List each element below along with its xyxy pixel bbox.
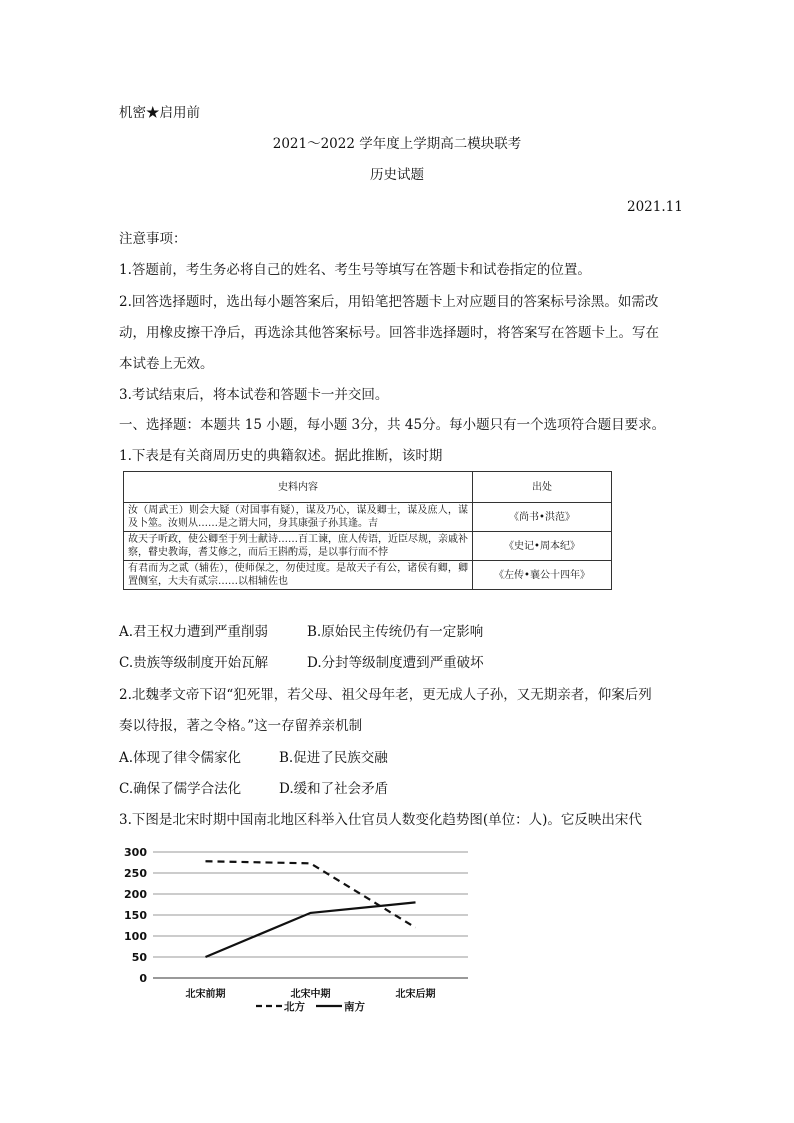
exam-date: 2021.11: [627, 199, 683, 215]
note-2-line-2: 动，用橡皮擦干净后，再选涂其他答案标号。回答非选择题时，将答案写在答题卡上。写在: [119, 325, 659, 341]
q2-option-c: C.确保了儒学合法化: [119, 781, 242, 797]
q2-option-a: A.体现了律令儒家化: [119, 750, 242, 766]
q1-option-d: D.分封等级制度遭到严重破坏: [307, 655, 484, 671]
legend-label: 北方: [284, 1001, 305, 1013]
note-3: 3.考试结束后，将本试卷和答题卡一并交回。: [119, 387, 389, 403]
table-cell-content: 有君而为之贰（辅佐），使师保之，勿使过度。是故天子有公，诸侯有卿，卿置侧室，大夫有贰宗……以相辅佐也: [124, 561, 473, 590]
q1-option-b: B.原始民主传统仍有一定影响: [307, 624, 484, 640]
table-header-row: [124, 472, 612, 503]
source-table: [123, 471, 612, 590]
question-1-stem: 1.下表是有关商周历史的典籍叙述。据此推断，该时期: [119, 448, 443, 464]
question-3-stem: 3.下图是北宋时期中国南北地区科举入仕官员人数变化趋势图(单位：人)。它反映出宋代: [119, 812, 642, 828]
series-line-south: [206, 902, 416, 957]
exam-subject: 历史试题: [370, 167, 424, 183]
y-tick-label: 50: [131, 951, 147, 964]
table-cell-source: 《尚书•洪范》: [473, 503, 612, 532]
x-tick-label: 北宋中期: [290, 989, 331, 1000]
table-cell-content: 故天子听政，使公卿至于列士献诗……百工谏，庶人传语，近臣尽规，亲戚补察，瞽史教诲，耆艾修之，而后王斟酌焉，是以事行而不悖: [124, 532, 473, 561]
table-header-content: 史料内容: [124, 472, 473, 503]
question-2-stem-line-1: 2.北魏孝文帝下诏“犯死罪，若父母、祖父母年老，更无成人子孙，又无期亲者，仰案后列: [119, 687, 652, 703]
x-tick-label: 北宋前期: [185, 989, 226, 1000]
y-tick-label: 200: [124, 888, 147, 901]
table-header-source: 出处: [473, 472, 612, 503]
y-tick-label: 0: [139, 972, 147, 985]
note-2-line-3: 本试卷上无效。: [119, 356, 214, 372]
section-heading: 一、选择题：本题共 15 小题，每小题 3分，共 45分。每小题只有一个选项符合题目要求。: [119, 417, 666, 433]
table-cell-content: 汝（周武王）则会大疑（对国事有疑），谋及乃心，谋及卿士，谋及庶人，谋及卜筮。汝则从……是之谓大同，身其康强子孙其逢。吉: [124, 503, 473, 532]
table-row: [124, 561, 612, 590]
exam-title: 2021～2022 学年度上学期高二模块联考: [272, 136, 522, 152]
confidential-label: 机密★启用前: [119, 105, 200, 121]
note-2-line-1: 2.回答选择题时，选出每小题答案后，用铅笔把答题卡上对应题目的答案标号涂黑。如需改: [119, 294, 659, 310]
q2-option-d: D.缓和了社会矛盾: [279, 781, 389, 797]
table-row: [124, 532, 612, 561]
y-tick-label: 250: [124, 867, 147, 880]
notes-heading: 注意事项：: [119, 231, 187, 247]
y-tick-label: 300: [124, 846, 147, 859]
table-row: [124, 503, 612, 532]
y-tick-label: 100: [124, 930, 147, 943]
table-cell-source: 《史记•周本纪》: [473, 532, 612, 561]
legend-label: 南方: [344, 1001, 365, 1013]
x-tick-label: 北宋后期: [395, 989, 436, 1000]
note-1: 1.答题前，考生务必将自己的姓名、考生号等填写在答题卡和试卷指定的位置。: [119, 262, 591, 278]
y-tick-label: 150: [124, 909, 147, 922]
question-2-stem-line-2: 奏以待报，著之令格。”这一存留养亲机制: [119, 718, 363, 734]
q1-option-a: A.君王权力遭到严重削弱: [119, 624, 269, 640]
table-cell-source: 《左传•襄公十四年》: [473, 561, 612, 590]
q2-option-b: B.促进了民族交融: [279, 750, 388, 766]
q1-option-c: C.贵族等级制度开始瓦解: [119, 655, 269, 671]
officials-trend-chart: [118, 842, 478, 1020]
